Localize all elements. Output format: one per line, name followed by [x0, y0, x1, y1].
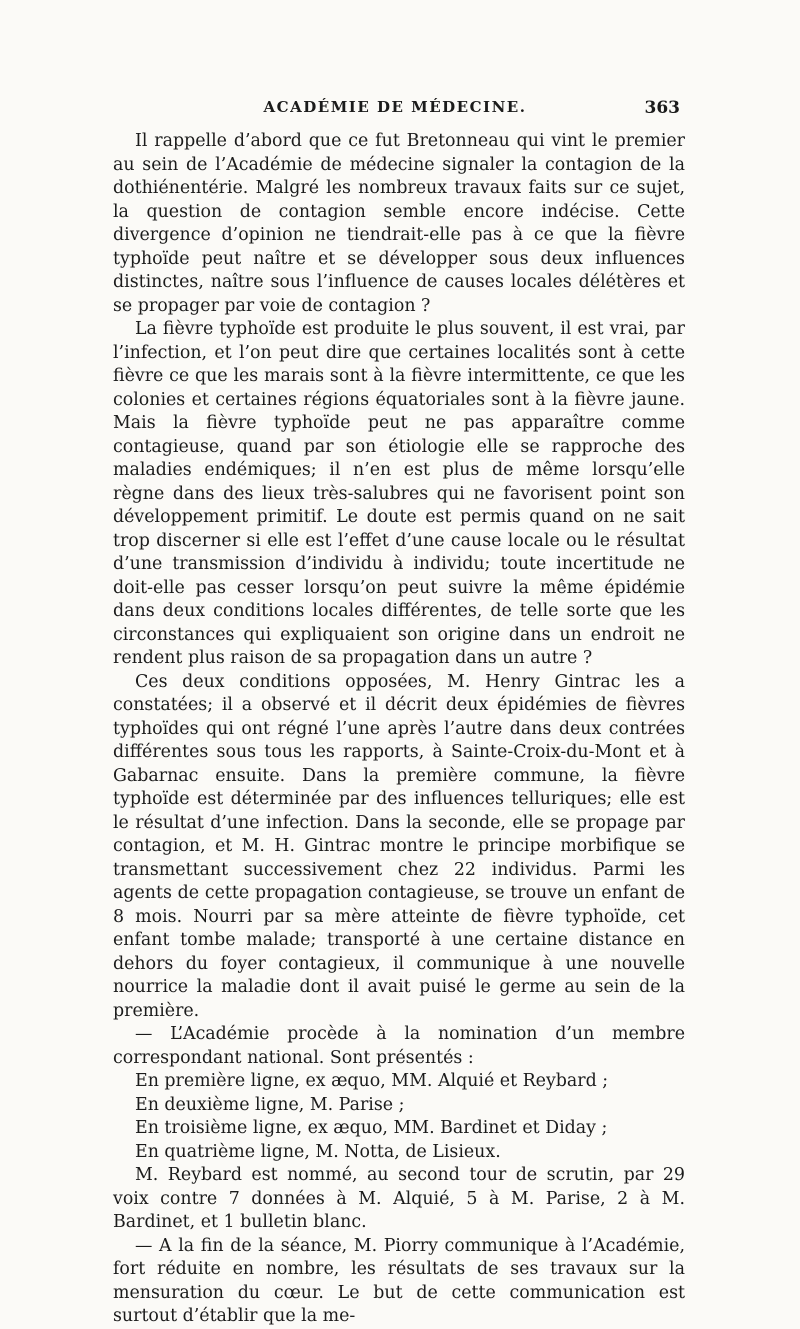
- paragraph-bretonneau: Il rappelle d’abord que ce fut Bretonneau qui vint le premier au sein de l’Académie de médecine signaler la contagion de la dothiénentérie. Malgré les nombreux travaux faits sur ce sujet, la question de contagion semble encore indécise. Cette divergence d’opinion ne tiendrait-elle pas à ce que la fièvre typhoïde peut naître et se développer sous deux influences distinctes, naître sous l’influence de causes locales délétères et se propager par voie de contagion ?: [113, 131, 685, 316]
- page-body: [113, 130, 685, 1329]
- paragraph-nomination: — L’Académie procède à la nomination d’un membre correspondant national. Sont présentés :: [113, 1024, 685, 1068]
- paragraph-piorry: — A la fin de la séance, M. Piorry communique à l’Académie, fort réduite en nombre, les résultats de ses travaux sur la mensuration du cœur. Le but de cette communication est surtout d’établir que la me-: [113, 1235, 685, 1326]
- page-number: 363: [644, 98, 680, 118]
- paragraph-typhoid-infection: La fièvre typhoïde est produite le plus souvent, il est vrai, par l’infection, et l’on peut dire que certaines localités sont à cette fièvre ce que les marais sont à la fièvre intermittente, ce que les colonies et certaines régions équatoriales sont à la fièvre jaune. Mais la fièvre typhoïde peut ne pas apparaître comme contagieuse, quand par son étiologie elle se rapproche des maladies endémiques; il n’en est plus de même lorsqu’elle règne dans des lieux très-salubres qui ne favorisent point son développement primitif. Le doute est permis quand on ne sait trop discerner si elle est l’effet d’une cause locale ou le résultat d’une transmission d’individu à individu; toute incertitude ne doit-elle pas cesser lorsqu’on peut suivre la même épidémie dans deux conditions locales différentes, de telle sorte que les circonstances qui expliquaient son origine dans un endroit ne rendent plus raison de sa propagation dans un autre ?: [113, 319, 685, 668]
- candidate-line: En quatrième ligne, M. Notta, de Lisieux.: [135, 1141, 501, 1162]
- page-header: [110, 98, 680, 124]
- candidate-line: En troisième ligne, ex æquo, MM. Bardinet et Diday ;: [135, 1118, 608, 1138]
- running-title: ACADÉMIE DE MÉDECINE.: [263, 98, 527, 116]
- paragraph-vote-result: M. Reybard est nommé, au second tour de scrutin, par 29 voix contre 7 données à M. Alquié, 5 à M. Parise, 2 à M. Bardinet, et 1 bulletin blanc.: [113, 1165, 685, 1232]
- candidate-line: En première ligne, ex æquo, MM. Alquié et Reybard ;: [135, 1071, 609, 1091]
- paragraph-gintrac-epidemics: Ces deux conditions opposées, M. Henry Gintrac les a constatées; il a observé et il décrit deux épidémies de fièvres typhoïdes qui ont régné l’une après l’autre dans deux contrées différentes sous tous les rapports, à Sainte-Croix-du-Mont et à Gabarnac ensuite. Dans la première commune, la fièvre typhoïde est déterminée par des influences telluriques; elle est le résultat d’une infection. Dans la seconde, elle se propage par contagion, et M. H. Gintrac montre le principe morbifique se transmettant successivement chez 22 individus. Parmi les agents de cette propagation contagieuse, se trouve un enfant de 8 mois. Nourri par sa mère atteinte de fièvre typhoïde, cet enfant tombe malade; transporté à une certaine distance en dehors du foyer contagieux, il communique à une nouvelle nourrice la maladie dont il avait puisé le germe au sein de la première.: [113, 671, 685, 1021]
- candidate-line: En deuxième ligne, M. Parise ;: [135, 1094, 405, 1115]
